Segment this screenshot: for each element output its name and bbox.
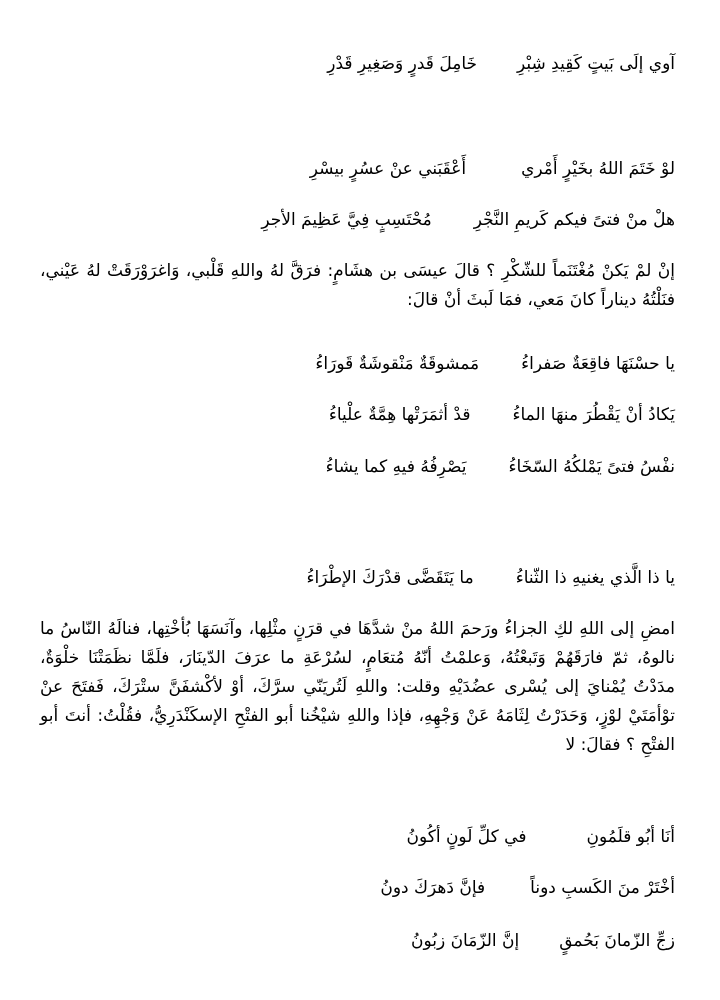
verse-line <box>380 876 675 900</box>
prose-paragraph: امضِ إلى اللهِ لكِ الجزاءُ ورَحمَ اللهُ منْ شدَّهَا في قرَنٍ مثْلِها، وآنَسَهَا بُأخْتِها، فنالَهُ النّاسُ ما نالوهُ، ثمّ فارَقَهُمْ وَتَبعْتُهُ، وَعلمْتُ أنّهُ مُتعَامٍ، لسُرْعَةِ ما عرَفَ الدّينَارَ، فلَمَّا نظَمَتْنَا خلْوَةٌ، مدَدْتُ يُمْنايَ إلى يُسْرى عضُدَيْهِ وقلت: واللهِ لَتُريَنّي سرَّكَ، أوْ لأكْشفَنَّ ستْرَكَ، فَفتَحَ عنْ توْأمَتَيْ لوْزٍ، وَحَدَرْتُ لِثَامَهُ عَنْ وَجْهِهِ، فإذا واللهِ شيْخُنا أبو الفتْحِ الإسكَنْدَرِيُّ، فقُلْتُ: أنتَ أبو الفتْحِ ؟ فقالَ: لا <box>40 619 675 755</box>
verse-line <box>310 157 675 181</box>
verse-line <box>411 929 675 953</box>
prose-paragraph: إنْ لمْ يَكنْ مُغْتَنَماً للشّكْرِ ؟ قالَ عيسَى بن هشَامٍ: فرَقَّ لهُ واللهِ قَلْبي، وَاغرَوْرَقَتْ لهُ عَيْني، فنَلْتُهُ ديناراً كانَ مَعي، فمَا لَبثَ أنْ قالَ: <box>40 261 675 310</box>
verse-second-hemistich: فإنَّ دَهرَكَ دونُ <box>380 878 486 898</box>
verse-first-hemistich: هلْ منْ فتىً فيكم كَريمِ النَّجْرِ <box>473 210 675 230</box>
verse-first-hemistich: يا حسْنَهَا فاقِعَةٌ صَفراءُ <box>521 354 675 374</box>
verse-first-hemistich: يَكادُ أنْ يَقْطُرَ منهَا الماءُ <box>512 405 675 425</box>
verse-line <box>406 825 675 849</box>
verse-first-hemistich: يا ذا الَّذي يغنيهِ ذا الثّناءُ <box>515 568 675 588</box>
verse-line <box>307 566 675 590</box>
verse-second-hemistich: خَامِلَ قَدرٍ وَصَغِيرِ قَدْرِ <box>327 54 478 74</box>
verse-second-hemistich: في كلِّ لَونٍ أكُونُ <box>406 827 527 847</box>
verse-second-hemistich: قدْ أثمَرَتْها هِمَّةٌ علْياءُ <box>328 405 471 425</box>
verse-line <box>329 403 675 427</box>
verse-first-hemistich: نفْسُ فتىً يَمْلكُهُ السّخَاءُ <box>508 457 675 477</box>
verse-line <box>315 352 675 376</box>
verse-first-hemistich: أنَا أبُو قلَمُونِ <box>586 827 675 847</box>
verse-line <box>327 52 675 76</box>
verse-first-hemistich: زجِّ الزّمانَ بَحُمقٍ <box>559 931 675 951</box>
verse-second-hemistich: ما يَتَقَضَّى قدْرَكَ الإطْرَاءُ <box>306 568 474 588</box>
verse-line <box>261 208 675 232</box>
verse-second-hemistich: إنَّ الزّمَانَ زبُونُ <box>410 931 520 951</box>
verse-second-hemistich: يَصْرِفُهُ فيهِ كما يشاءُ <box>325 457 467 477</box>
verse-line <box>326 455 675 479</box>
verse-first-hemistich: أخْتَرْ منَ الكَسبِ دوناً <box>530 878 675 898</box>
verse-first-hemistich: لوْ خَتَمَ اللهُ بخَيْرٍ أَمْري <box>521 159 675 179</box>
verse-second-hemistich: مَمشوقَةٌ مَنْقوشَةٌ قَورَاءُ <box>315 354 480 374</box>
verse-second-hemistich: أَعْقَبَني عنْ عسُرٍ بيسْرِ <box>309 159 467 179</box>
verse-second-hemistich: مُحْتَسِبٍ فِيَّ عَظِيمَ الأجرِ <box>261 210 432 230</box>
verse-first-hemistich: آوي إلَى بَيتٍ كَقِيدِ شِبْرِ <box>517 54 675 74</box>
